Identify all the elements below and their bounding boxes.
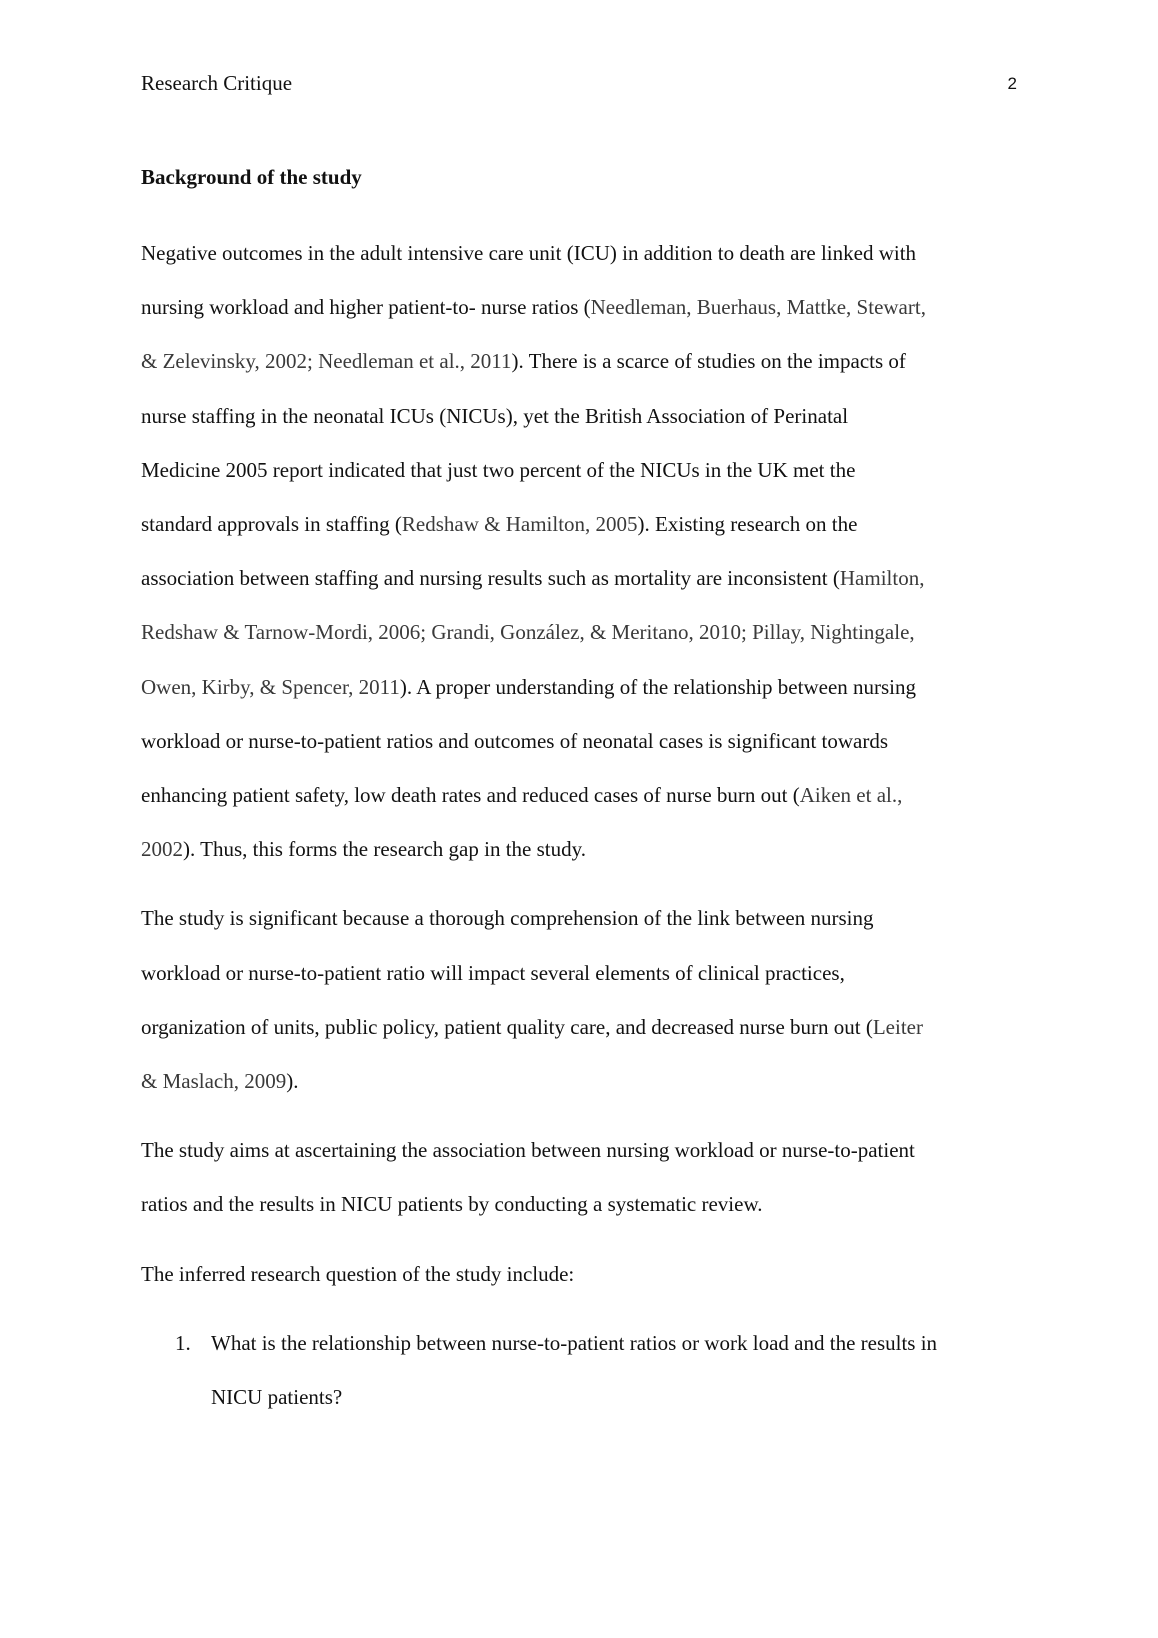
text-line: Owen, Kirby, & Spencer, 2011). A proper understanding of the relationship between nursing [141,674,917,699]
citation: Redshaw & Hamilton, 2005 [401,512,638,537]
paragraph-question-intro [141,1247,1021,1301]
document-body [141,162,1021,1424]
text-line: The inferred research question of the study include: [141,1261,575,1286]
text-line: The study aims at ascertaining the association between nursing workload or nurse-to-patient [141,1138,915,1163]
citation: Redshaw & Tarnow-Mordi, 2006; Grandi, González, & Meritano, 2010; Pillay, Nightingale, [141,620,915,645]
paragraph-significance [141,891,1021,1108]
text-line: & Maslach, 2009). [141,1069,299,1094]
text-line: workload or nurse-to-patient ratios and outcomes of neonatal cases is significant towards [141,728,889,753]
citation: Aiken et al., [799,783,903,808]
text-line: Negative outcomes in the adult intensive care unit (ICU) in addition to death are linked with [141,241,917,265]
running-head: Research Critique [141,71,293,95]
text-line: nursing workload and higher patient-to- nurse ratios (Needleman, Buerhaus, Mattke, Stewart, [141,295,926,320]
citation: & Maslach, 2009 [141,1069,287,1094]
citation: Owen, Kirby, & Spencer, 2011 [141,674,400,699]
research-question-list [141,1316,1021,1424]
text-line: workload or nurse-to-patient ratio will impact several elements of clinical practices, [141,960,845,985]
section-heading: Background of the study [141,165,362,189]
text-line: What is the relationship between nurse-to-patient ratios or work load and the results in [211,1330,938,1355]
citation: Leiter [872,1014,923,1039]
citation: Hamilton, [839,566,925,591]
text-line [141,605,1021,659]
text-line: association between staffing and nursing results such as mortality are inconsistent (Hamilton, [141,566,925,591]
text-line: NICU patients? [211,1385,343,1410]
text-line: Medicine 2005 report indicated that just two percent of the NICUs in the UK met the [141,457,856,482]
text-line: organization of units, public policy, patient quality care, and decreased nurse burn out (Leiter [141,1014,923,1039]
text-line: nurse staffing in the neonatal ICUs (NICUs), yet the British Association of Perinatal [141,403,849,428]
text-line: enhancing patient safety, low death rates and reduced cases of nurse burn out (Aiken et al., [141,783,903,808]
citation: & Zelevinsky, 2002; Needleman et al., 2011 [141,349,512,374]
text-line: standard approvals in staffing (Redshaw & Hamilton, 2005). Existing research on the [141,512,858,537]
text-line: The study is significant because a thorough comprehension of the link between nursing [141,906,874,931]
text-line: 2002). Thus, this forms the research gap in the study. [141,837,586,862]
paragraph-aim [141,1123,1021,1231]
list-item [141,1316,1021,1424]
text-line: & Zelevinsky, 2002; Needleman et al., 2011). There is a scarce of studies on the impacts of [141,349,906,374]
text-line: ratios and the results in NICU patients by conducting a systematic review. [141,1192,763,1217]
citation: 2002 [141,837,183,862]
page-number: 2 [1007,74,1017,93]
paragraph-background [141,226,1021,876]
citation: Needleman, Buerhaus, Mattke, Stewart, [590,295,926,320]
page-header [141,68,1017,98]
list-number: 1. [175,1330,191,1355]
